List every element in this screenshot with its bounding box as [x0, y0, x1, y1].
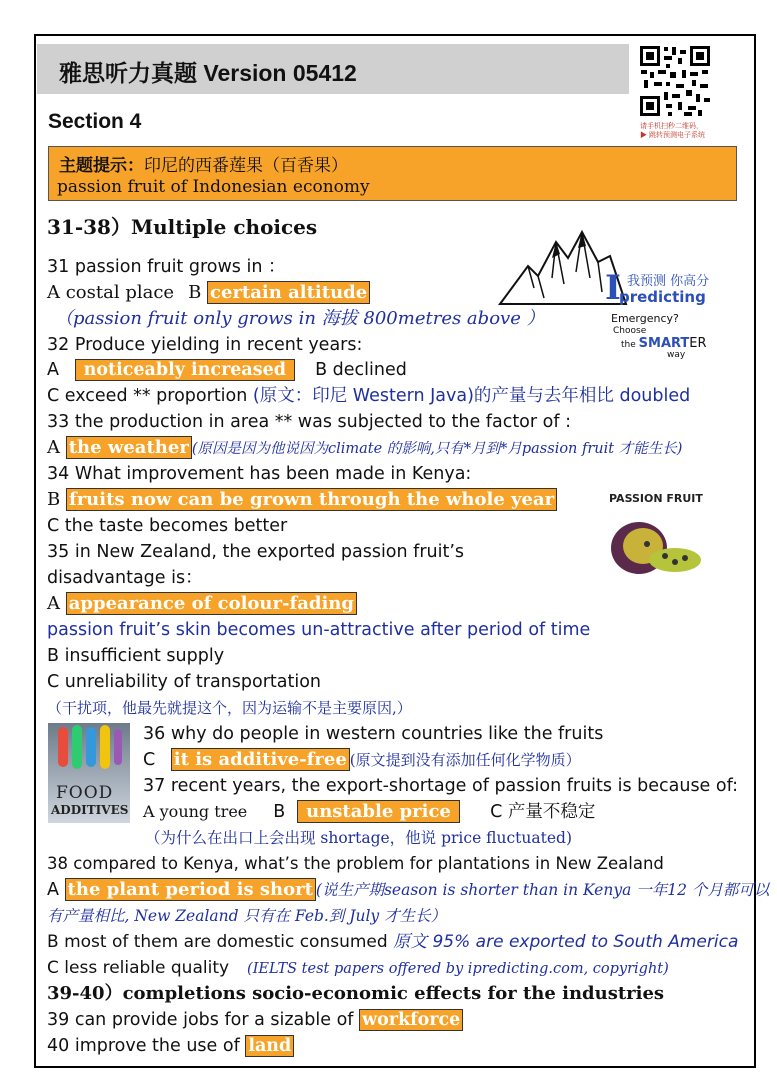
q37-stem: 37 recent years, the export-shortage of passion fruits is because of:: [143, 776, 739, 796]
q32-option-c: C exceed ** proportion: [47, 386, 253, 406]
q35-option-b: B insufficient supply: [47, 646, 225, 666]
q34-option-b-line: [47, 489, 557, 511]
q38-option-c-line: [47, 957, 669, 980]
q31-option-b-prefix: B: [188, 282, 208, 303]
topic-line-en: passion fruit of Indonesian economy: [57, 177, 370, 197]
q38-option-a-line: [47, 879, 769, 901]
q33-option-a-prefix: A: [47, 437, 66, 458]
q32-option-c-line: [47, 385, 690, 407]
q38-option-b-line: [47, 931, 738, 953]
q37-option-b-prefix: B: [273, 802, 291, 822]
q32-option-a-prefix: A: [47, 360, 65, 380]
page-title: 雅思听力真题 Version 05412: [59, 60, 357, 86]
topic-zh: 印尼的西番莲果（百香果）: [144, 156, 348, 176]
logo-line1: Emergency?: [611, 312, 679, 325]
test-tubes-icon: [48, 723, 130, 783]
q31-options: [47, 282, 370, 304]
q33-option-a-line: [47, 437, 682, 460]
logo-line3-the: the: [621, 340, 639, 350]
q33-answer: the weather: [66, 436, 192, 459]
q35-option-c-note: （干扰项，他最先就提这个，因为运输不是主要原因,）: [47, 699, 412, 717]
q35-option-a-line: [47, 593, 357, 615]
q35-option-a-prefix: A: [47, 593, 66, 614]
q31-option-a: A costal place: [47, 282, 175, 303]
passion-fruit-image: [605, 490, 710, 580]
logo-line2: Choose: [613, 326, 647, 336]
q38-stem: 38 compared to Kenya, what’s the problem for plantations in New Zealand: [47, 854, 664, 873]
qr-code[interactable]: [638, 44, 712, 118]
topic-line-zh: [59, 151, 348, 176]
topic-label: 主题提示：: [59, 156, 144, 176]
q36-option-c-line: [143, 749, 581, 771]
qr-caption-line1: 请手机扫秒二维码，: [640, 123, 703, 130]
q31-answer: certain altitude: [207, 281, 370, 304]
header-bar: [37, 44, 629, 94]
qr-caption-link-text: 跳转预测电子系统: [648, 132, 705, 139]
q37-note: （为什么在出口上会出现 shortage，他说 price fluctuated): [145, 829, 572, 847]
logo-zh: 我预测 你高分: [627, 274, 710, 289]
heading-completions: 39-40）completions socio-economic effects for the industries: [47, 983, 665, 1004]
q34-answer: fruits now can be grown through the whole year: [66, 488, 557, 511]
q37-option-a: A young tree: [143, 802, 248, 821]
q35-note: passion fruit’s skin becomes un-attractive after period of time: [47, 620, 591, 640]
q36-option-c-prefix: C: [143, 750, 161, 770]
q36-stem: 36 why do people in western countries like the fruits: [143, 724, 604, 744]
section-heading: Section 4: [48, 110, 142, 133]
passion-fruit-label: PASSION FRUIT: [609, 492, 703, 505]
q34-option-c: C the taste becomes better: [47, 516, 288, 536]
logo-er: ER: [689, 336, 707, 351]
q34-option-b-prefix: B: [47, 489, 66, 510]
q34-stem: 34 What improvement has been made in Kenya:: [47, 464, 472, 484]
q37-option-c: C 产量不稳定: [490, 802, 596, 822]
logo-brand: predicting: [619, 288, 706, 306]
q31-stem: 31 passion fruit grows in ：: [47, 257, 286, 277]
q32-answer: noticeably increased: [75, 359, 296, 381]
q40-stem: 40 improve the use of: [47, 1036, 246, 1056]
q32-stem: 32 Produce yielding in recent years:: [47, 335, 363, 355]
q38-option-b-note: 原文 95% are exported to South America: [393, 932, 739, 952]
q31-note: （passion fruit only grows in 海拔 800metres above ）: [55, 308, 545, 329]
q35-stem-line1: 35 in New Zealand, the exported passion fruit’s: [47, 542, 465, 562]
copyright-note: (IELTS test papers offered by ipredicting.com, copyright): [247, 961, 669, 977]
q36-answer: it is additive-free: [171, 748, 350, 771]
additives-label: ADDITIVES: [51, 803, 129, 817]
passion-fruit-icon: [605, 508, 710, 580]
food-label: FOOD: [56, 783, 114, 803]
logo-line4: way: [667, 350, 686, 360]
logo-line3: [621, 336, 707, 351]
q35-answer: appearance of colour-fading: [66, 592, 357, 615]
q32-note: (原文：印尼 Western Java)的产量与去年相比 doubled: [252, 386, 691, 406]
q35-stem-line2: disadvantage is：: [47, 568, 203, 588]
q38-note-line2: 有产量相比, New Zealand 只有在 Feb.到 July 才生长）: [47, 907, 447, 925]
q38-option-a-prefix: A: [47, 880, 65, 900]
q37-answer: unstable price: [297, 800, 460, 823]
food-additives-image: [48, 723, 130, 823]
topic-box: [48, 146, 737, 201]
qr-caption: [640, 122, 740, 140]
q32-options: [47, 359, 407, 381]
q40-answer: land: [245, 1035, 294, 1057]
ipredicting-logo: [605, 268, 725, 360]
logo-i-letter: I: [605, 268, 621, 308]
q38-option-b: B most of them are domestic consumed: [47, 932, 394, 952]
q38-option-c: C less reliable quality: [47, 958, 230, 978]
q39-answer: workforce: [359, 1009, 463, 1031]
q36-note: (原文提到没有添加任何化学物质）: [349, 751, 581, 769]
q38-note-line1: (说生产期season is shorter than in Kenya 一年12 个月都可以: [315, 881, 770, 899]
q39-stem: 39 can provide jobs for a sizable of: [47, 1010, 360, 1030]
q40-line: [47, 1035, 294, 1057]
q38-answer: the plant period is short: [65, 878, 316, 901]
heading-multiple-choice: 31-38）Multiple choices: [47, 215, 318, 239]
q32-option-b: B declined: [315, 360, 407, 380]
q33-stem: 33 the production in area ** was subjected to the factor of :: [47, 412, 571, 432]
q33-note: (原因是因为他说因为climate 的影响,只有*月到*月passion fruit 才能生长): [191, 441, 683, 457]
qr-caption-line2: ▶ 跳转预测电子系统: [640, 132, 705, 139]
logo-smart: SMART: [638, 336, 690, 351]
q37-options: [143, 801, 595, 823]
q39-line: [47, 1009, 463, 1031]
q35-option-c: C unreliability of transportation: [47, 672, 322, 692]
